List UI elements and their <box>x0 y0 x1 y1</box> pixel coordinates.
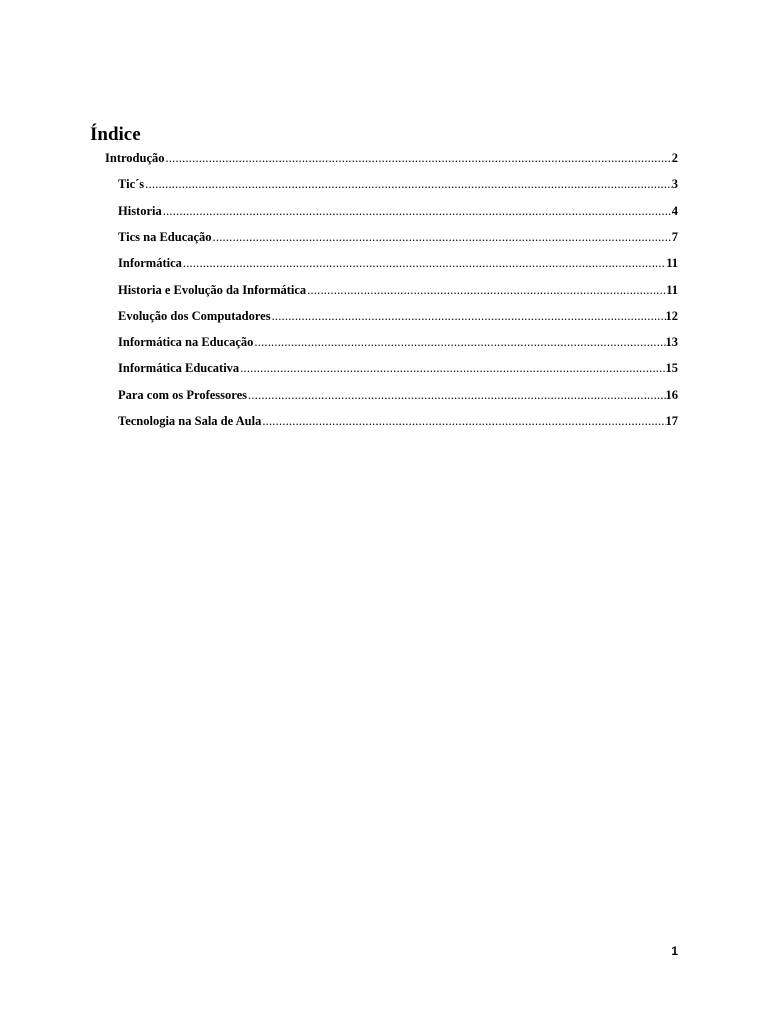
toc-dot-leader <box>271 307 666 325</box>
toc-entry-label: Informática <box>118 256 182 271</box>
toc-dot-leader <box>239 359 665 377</box>
toc-entry-page-number: 11 <box>666 282 678 297</box>
toc-entry-page-number: 13 <box>665 335 678 350</box>
toc-entry-label: Introdução <box>105 151 165 165</box>
toc-entry[interactable] <box>118 254 678 272</box>
toc-entry-page-number: 7 <box>671 229 678 244</box>
footer-page-number: 1 <box>671 944 678 958</box>
toc-dot-leader <box>212 228 672 246</box>
toc-entry-page-number: 17 <box>665 414 678 428</box>
toc-dot-leader <box>306 281 666 299</box>
toc-entry-label: Evolução dos Computadores <box>118 308 271 323</box>
toc-entry-label: Historia <box>118 203 162 218</box>
toc-entry-page-number: 3 <box>671 177 678 192</box>
toc-entry-label: Para com os Professores <box>118 387 248 402</box>
toc-entry-label: Tecnologia na Sala de Aula <box>118 414 262 428</box>
toc-entry-page-number: 2 <box>671 151 678 165</box>
toc-entry-page-number: 16 <box>665 387 678 402</box>
toc-title: Índice <box>90 124 141 145</box>
toc-entry-page-number: 15 <box>665 361 678 376</box>
toc-entry[interactable] <box>118 359 678 377</box>
toc-entry[interactable] <box>118 228 678 246</box>
toc-entry[interactable] <box>118 307 678 325</box>
toc-dot-leader <box>247 386 665 404</box>
toc-entry-page-number: 4 <box>671 203 678 218</box>
toc-entry[interactable] <box>118 281 678 299</box>
toc-entry-label: Informática na Educação <box>118 335 254 350</box>
toc-entry-label: Tic´s <box>118 177 145 192</box>
toc-entry[interactable] <box>118 333 678 351</box>
toc-entry[interactable] <box>118 386 678 404</box>
toc-entry-label: Historia e Evolução da Informática <box>118 282 307 297</box>
toc-entry[interactable] <box>118 175 678 193</box>
toc-entry[interactable] <box>105 149 678 167</box>
toc-entry-label: Informática Educativa <box>118 361 240 376</box>
toc-entry-label: Tics na Educação <box>118 229 212 244</box>
toc-dot-leader <box>144 175 672 193</box>
toc-dot-leader <box>182 254 666 272</box>
toc-entry[interactable] <box>118 412 678 430</box>
toc-entry-page-number: 12 <box>665 308 678 323</box>
toc-dot-leader <box>165 149 672 167</box>
toc-dot-leader <box>162 202 672 220</box>
toc-entry[interactable] <box>118 202 678 220</box>
toc-dot-leader <box>261 412 665 430</box>
toc-dot-leader <box>253 333 665 351</box>
toc-entry-page-number: 11 <box>666 256 678 271</box>
